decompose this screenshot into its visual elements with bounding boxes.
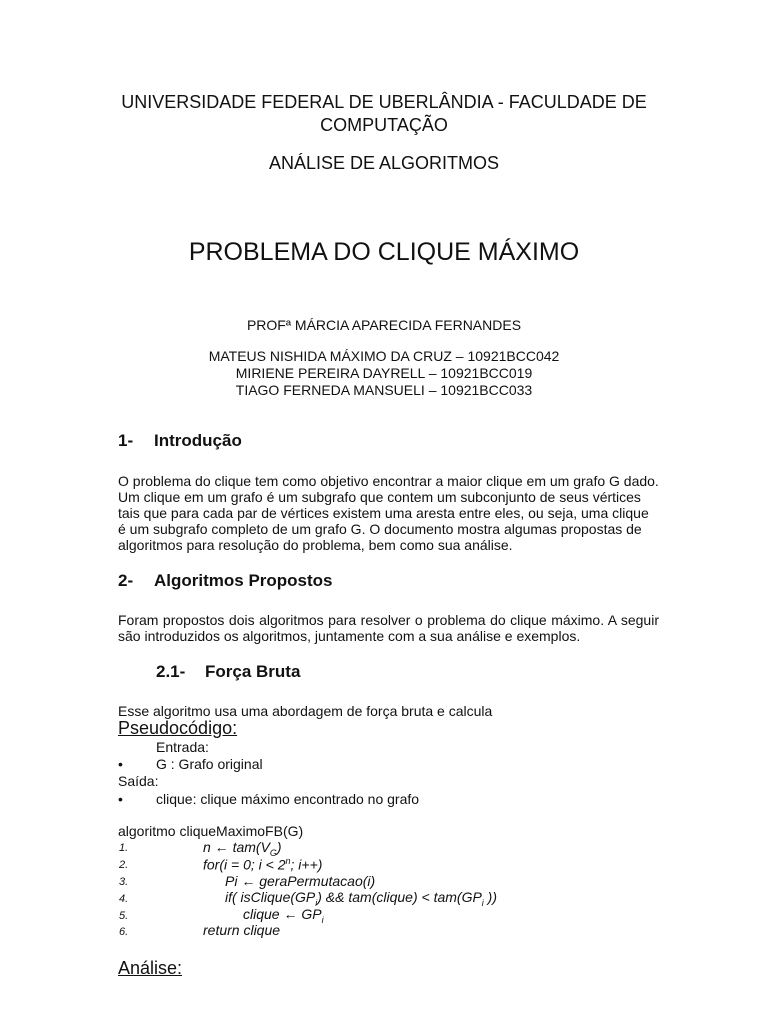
code-line-6: return clique <box>203 922 281 938</box>
document-title: PROBLEMA DO CLIQUE MÁXIMO <box>188 238 580 266</box>
section-heading-intro <box>118 431 242 451</box>
brute-force-paragraph: Esse algoritmo usa uma abordagem de força bruta e calcula <box>118 703 493 719</box>
section-title: Força Bruta <box>205 662 301 681</box>
university-line: UNIVERSIDADE FEDERAL DE UBERLÂNDIA - FACULDADE DE <box>121 92 647 112</box>
analysis-heading: Análise: <box>118 958 183 978</box>
line-number: 3. <box>119 876 129 888</box>
code-line-5: clique ← $GP_i$ <box>243 906 324 925</box>
section-title: Algoritmos Propostos <box>154 571 333 590</box>
code-line-2: for(i = 0; $i < 2^n$; i++) <box>203 856 323 873</box>
algorithm-signature: algoritmo cliqueMaximoFB(G) <box>118 823 304 839</box>
section-number: 2- <box>118 571 134 590</box>
output-item-text: clique: clique máximo encontrado no grafo <box>156 791 420 807</box>
output-bullet-item <box>118 791 518 809</box>
code-line-4: if( $isClique(GP_i)$ && tam(clique) < $tam(GP_i$ )) <box>225 889 498 908</box>
algorithms-paragraph: Foram propostos dois algoritmos para resolver o problema do clique máximo. A seguir são introduzidos os algoritmos, juntamente com a sua análise e exemplos. <box>118 612 659 644</box>
section-title: Introdução <box>154 431 242 450</box>
section-number: 2.1- <box>156 662 186 681</box>
subsection-heading-brute-force <box>156 662 300 682</box>
line-number: 6. <box>119 926 129 938</box>
section-number: 1- <box>118 431 134 450</box>
bullet-icon: • <box>118 791 123 807</box>
author-3: TIAGO FERNEDA MANSUELI – 10921BCC033 <box>235 382 533 398</box>
section-heading-algorithms <box>118 571 333 591</box>
author-2: MIRIENE PEREIRA DAYRELL – 10921BCC019 <box>235 365 533 381</box>
bullet-icon: • <box>118 756 123 772</box>
input-bullet-item <box>118 756 518 774</box>
line-number: 2. <box>119 859 129 871</box>
author-1: MATEUS NISHIDA MÁXIMO DA CRUZ – 10921BCC042 <box>208 348 560 364</box>
course-title: ANÁLISE DE ALGORITMOS <box>268 153 500 173</box>
code-line-3: Pi ← geraPermutacao(i) <box>225 873 376 889</box>
pseudocode-heading: Pseudocódigo: <box>118 718 238 738</box>
intro-paragraph: O problema do clique tem como objetivo encontrar a maior clique em um grafo G dado. Um clique em um grafo é um subgrafo que contem um subconjunto de seus vértices tais que para cada par de vértices existem uma aresta entre eles, ou seja, uma clique é um subgrafo completo de um grafo G. O documento mostra algumas propostas de algoritmos para resolução do problema, bem como sua análise. <box>118 473 659 553</box>
line-number: 4. <box>119 893 129 905</box>
line-number: 1. <box>119 842 129 854</box>
line-number: 5. <box>119 910 129 922</box>
input-item-text: G : Grafo original <box>156 756 263 772</box>
input-label: Entrada: <box>156 739 209 755</box>
professor-name: PROFª MÁRCIA APARECIDA FERNANDES <box>246 317 522 333</box>
code-line-1: n ← $tam(V_G)$ <box>203 839 282 858</box>
output-label: Saída: <box>118 773 159 789</box>
faculty-line: COMPUTAÇÃO <box>320 115 448 135</box>
